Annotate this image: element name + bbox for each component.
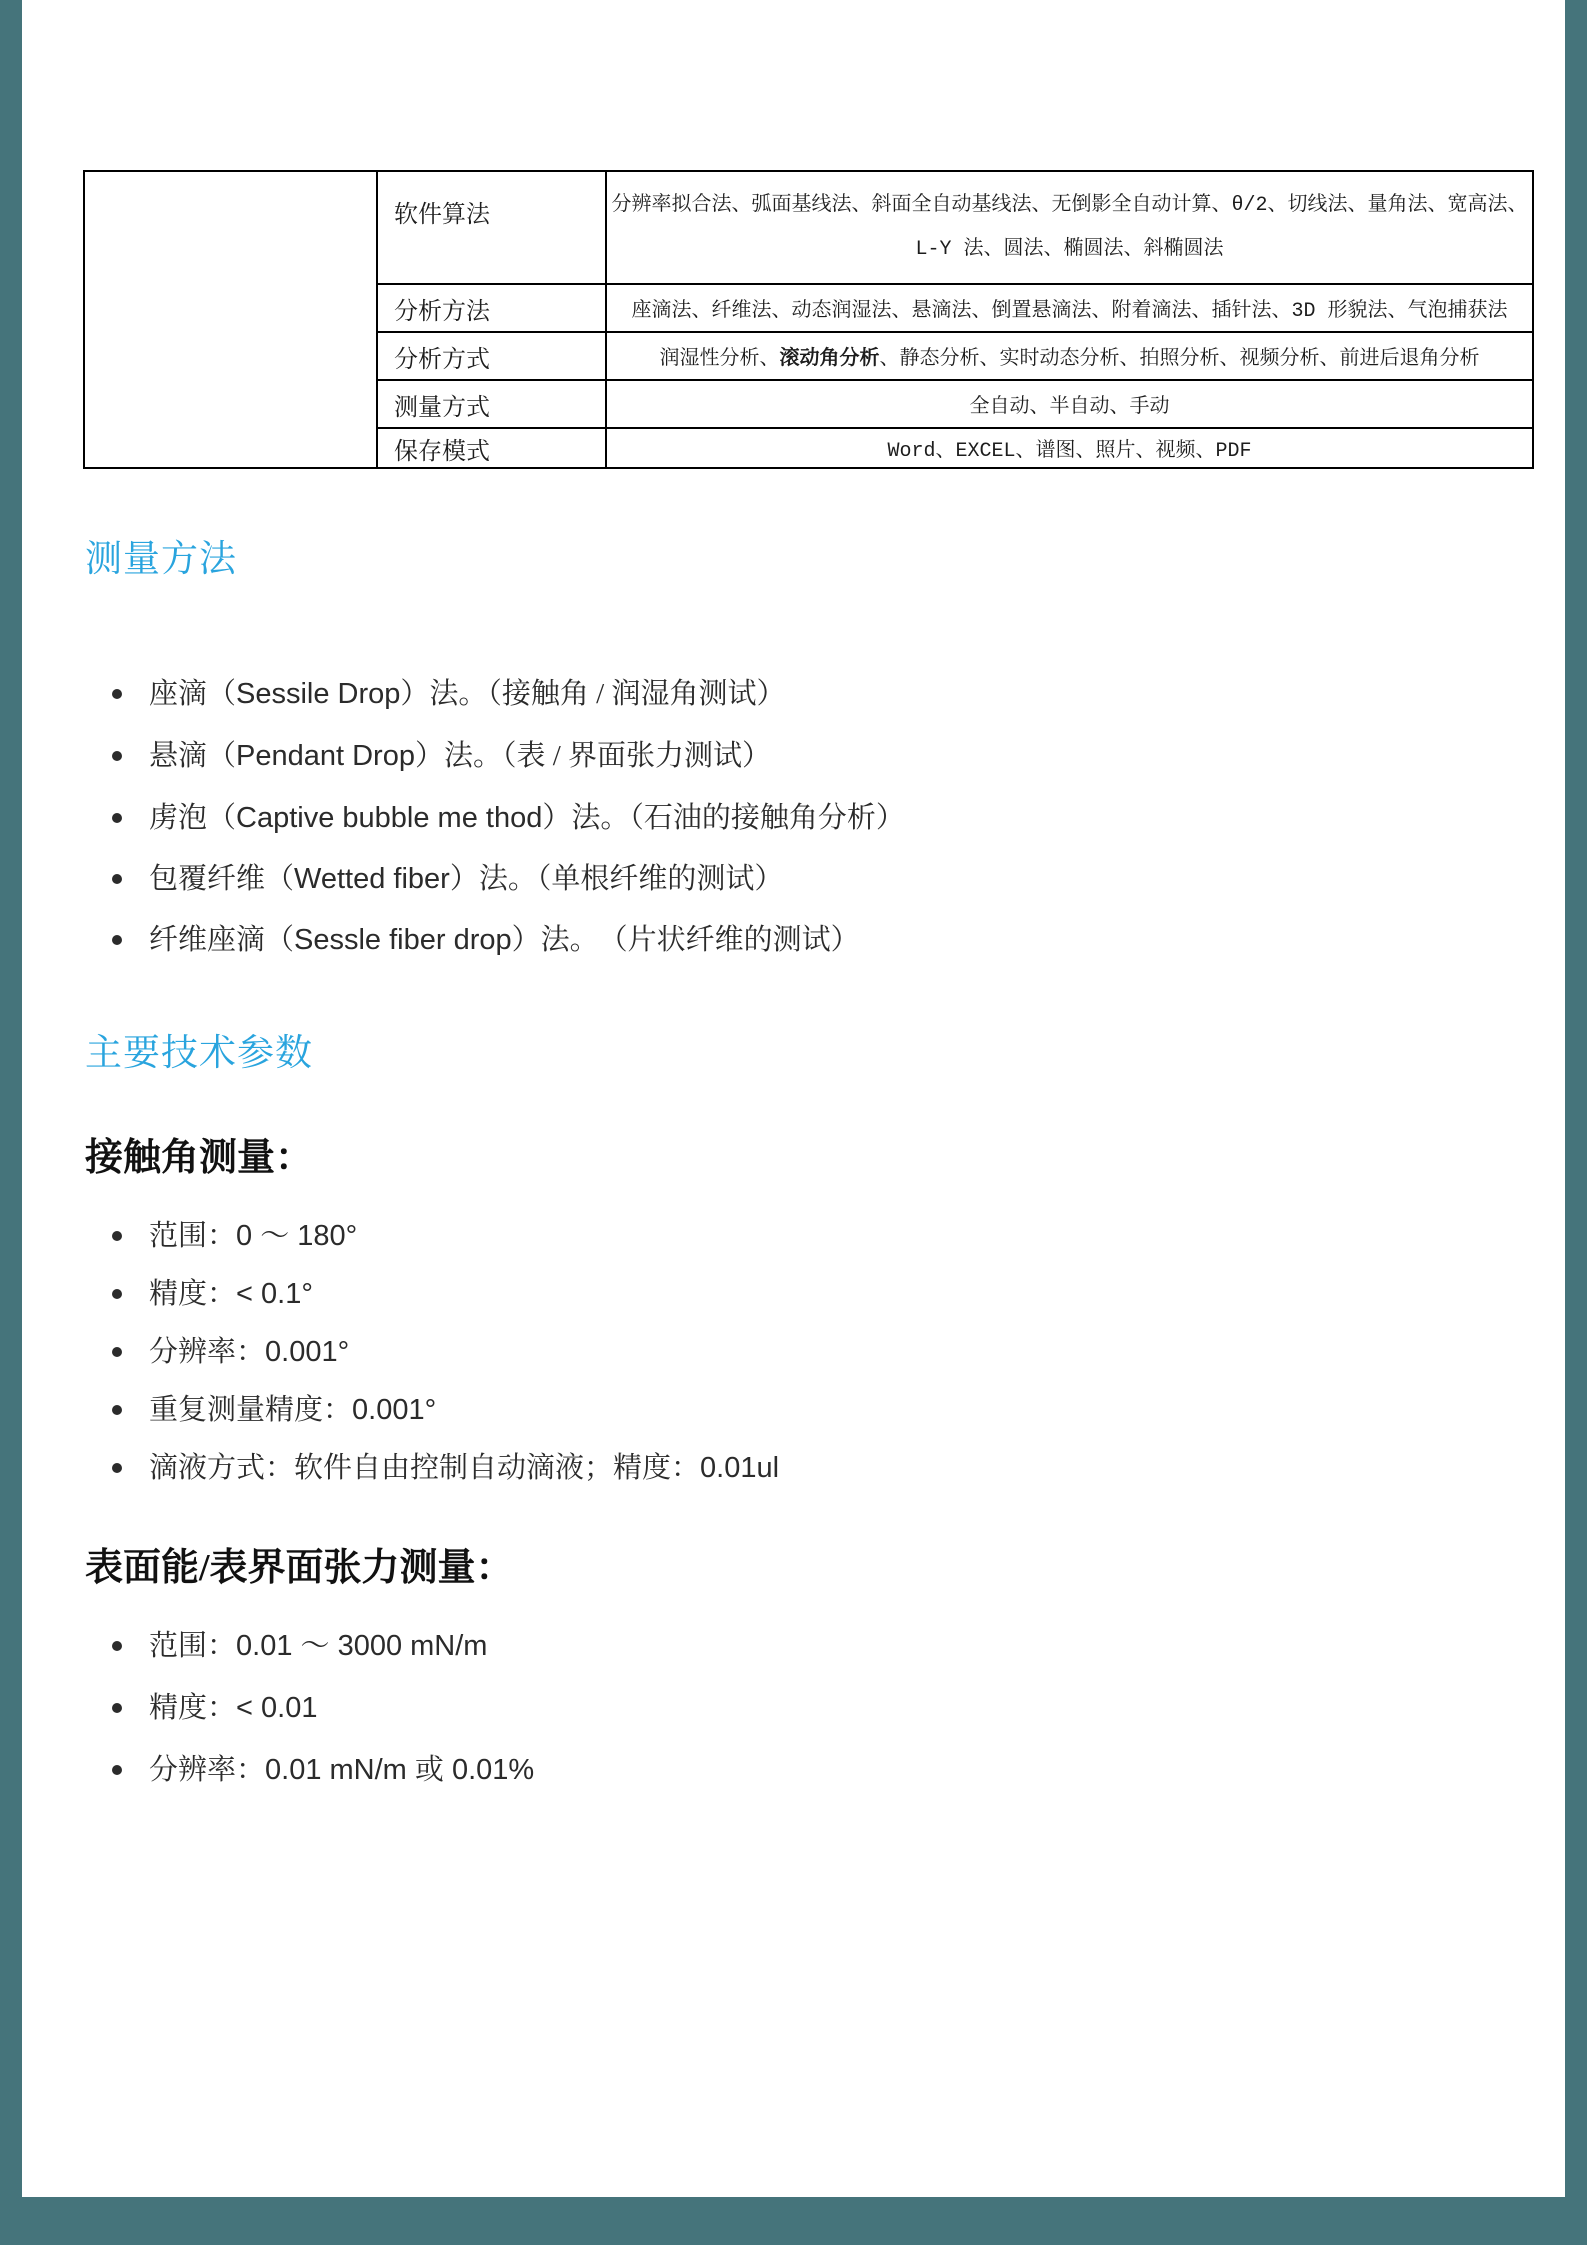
list-item-text: 虏泡（Captive bubble me thod）法。（石油的接触角分析） <box>149 802 905 834</box>
row-label <box>377 428 606 468</box>
bullet-icon <box>112 689 122 699</box>
list-item <box>112 861 783 897</box>
list-item-text: 精度：< 0.01 <box>149 1692 318 1724</box>
list-item <box>112 676 785 712</box>
bullet-icon <box>112 1289 122 1299</box>
content-segment: 、静态分析、实时动态分析、拍照分析、视频分析、前进后退角分析 <box>879 348 1480 371</box>
spec-table <box>83 170 1534 469</box>
bullet-icon <box>112 1641 122 1651</box>
bullet-icon <box>112 1463 122 1473</box>
section-title-measurement-methods: 测量方法 <box>85 539 237 580</box>
list-item <box>112 1690 317 1726</box>
page-border-right <box>1565 0 1587 2245</box>
row-label <box>377 284 606 332</box>
list-item-text: 重复测量精度：0.001° <box>149 1394 437 1426</box>
subsection-title-surface-tension: 表面能/表界面张力测量： <box>85 1547 514 1589</box>
table-merged-empty-cell <box>84 171 377 468</box>
content-segment-bold: 滚动角分析 <box>779 348 880 371</box>
row-label <box>377 171 606 284</box>
list-item <box>112 1752 534 1788</box>
list-item <box>112 922 860 958</box>
list-item <box>112 1628 487 1664</box>
bullet-icon <box>112 1703 122 1713</box>
page-border-left <box>0 0 22 2245</box>
list-item-text: 分辨率：0.01 mN/m 或 0.01% <box>149 1754 535 1786</box>
list-item-text: 包覆纤维（Wetted fiber）法。（单根纤维的测试） <box>149 863 784 895</box>
section-title-main-parameters: 主要技术参数 <box>85 1033 313 1074</box>
row-content: 座滴法、纤维法、动态润湿法、悬滴法、倒置悬滴法、附着滴法、插针法、3D 形貌法、气泡捕获法 <box>606 284 1533 332</box>
list-item <box>112 1450 779 1486</box>
list-item-text: 纤维座滴（Sessle fiber drop）法。 （片状纤维的测试） <box>149 924 860 956</box>
content-segment: 润湿性分析、 <box>659 348 780 371</box>
bullet-icon <box>112 935 122 945</box>
bullet-icon <box>112 1231 122 1241</box>
bullet-icon <box>112 813 122 823</box>
list-item <box>112 1218 357 1254</box>
row-label-text: 软件算法 <box>394 202 490 228</box>
subsection-title-contact-angle: 接触角测量： <box>85 1137 314 1179</box>
bullet-icon <box>112 751 122 761</box>
row-label-text: 保存模式 <box>394 438 490 465</box>
bullet-icon <box>112 1347 122 1357</box>
row-content: Word、EXCEL、谱图、照片、视频、PDF <box>606 428 1533 468</box>
list-item-text: 精度：< 0.1° <box>149 1278 313 1310</box>
row-label-text: 测量方式 <box>394 394 490 421</box>
list-item-text: 范围：0 ～ 180° <box>149 1220 358 1252</box>
table-row <box>84 171 1533 284</box>
list-item-text: 悬滴（Pendant Drop）法。（表 / 界面张力测试） <box>149 740 772 772</box>
bullet-icon <box>112 874 122 884</box>
list-item-text: 范围：0.01 ～ 3000 mN/m <box>149 1630 488 1662</box>
row-label <box>377 332 606 380</box>
list-item <box>112 738 771 774</box>
content-line: 分辨率拟合法、弧面基线法、斜面全自动基线法、无倒影全自动计算、θ/2、切线法、量角法、宽高法、 <box>611 193 1528 217</box>
content-line: L-Y 法、圆法、椭圆法、斜椭圆法 <box>915 237 1224 261</box>
row-label <box>377 380 606 428</box>
list-item <box>112 1276 313 1312</box>
list-item-text: 滴液方式：软件自由控制自动滴液；精度：0.01ul <box>149 1452 780 1484</box>
page-border-bottom <box>0 2197 1587 2245</box>
list-item <box>112 800 905 836</box>
row-label-text: 分析方式 <box>394 346 490 373</box>
list-item <box>112 1392 436 1428</box>
list-item-text: 座滴（Sessile Drop）法。（接触角 / 润湿角测试） <box>149 678 786 710</box>
list-item <box>112 1334 349 1370</box>
row-content <box>606 332 1533 380</box>
bullet-icon <box>112 1765 122 1775</box>
row-label-text: 分析方法 <box>394 298 490 325</box>
row-content: 全自动、半自动、手动 <box>606 380 1533 428</box>
bullet-icon <box>112 1405 122 1415</box>
list-item-text: 分辨率：0.001° <box>149 1336 350 1368</box>
row-content <box>606 171 1533 284</box>
